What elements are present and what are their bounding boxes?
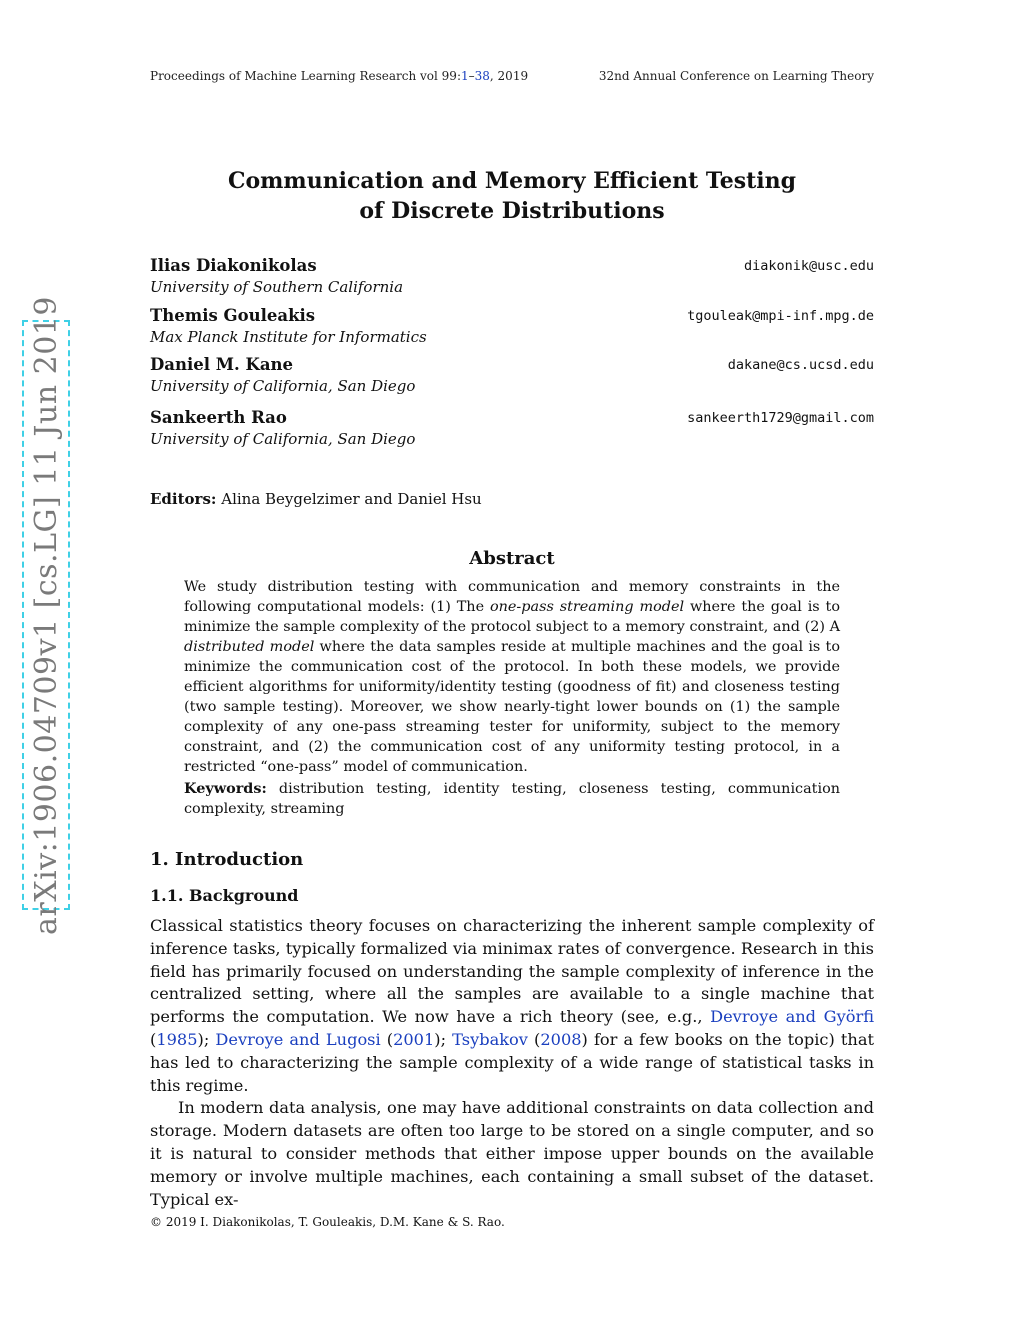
abstract-emphasis: distributed model xyxy=(184,639,315,655)
title-line-2: of Discrete Distributions xyxy=(359,198,665,224)
page-range-end-link[interactable]: 38 xyxy=(474,69,490,83)
abstract-emphasis: one-pass streaming model xyxy=(489,599,685,615)
running-header-right: 32nd Annual Conference on Learning Theory xyxy=(598,69,874,83)
author-name: Sankeerth Rao xyxy=(150,408,287,427)
keywords xyxy=(184,779,840,819)
editors-names: Alina Beygelzimer and Daniel Hsu xyxy=(221,490,482,508)
abstract-text: We study distribution testing with communication and memory constraints in the following computational models: (1) The xyxy=(184,579,840,615)
citation-year-link[interactable]: 1985 xyxy=(156,1029,198,1049)
page-range-dash: – xyxy=(468,69,475,83)
body-text-run: ); xyxy=(197,1029,216,1049)
citation-link[interactable]: Devroye and Györfi xyxy=(710,1007,874,1027)
keywords-list: distribution testing, identity testing, closeness testing, communication complexity, streaming xyxy=(184,781,841,817)
title-line-1: Communication and Memory Efficient Testing xyxy=(227,168,797,194)
citation-year-link[interactable]: 2008 xyxy=(540,1029,582,1049)
author-email[interactable]: dakane@cs.ucsd.edu xyxy=(727,357,874,373)
author-affiliation: University of California, San Diego xyxy=(150,430,416,448)
author-affiliation: Max Planck Institute for Informatics xyxy=(150,328,427,346)
citation-link[interactable]: Tsybakov xyxy=(452,1029,528,1049)
author-name: Ilias Diakonikolas xyxy=(150,256,317,275)
author-name: Daniel M. Kane xyxy=(150,355,294,374)
body-text xyxy=(150,915,874,1211)
arxiv-stamp-box[interactable] xyxy=(22,295,70,935)
keywords-label: Keywords: xyxy=(184,780,267,797)
running-header-left xyxy=(150,69,528,83)
paper-title xyxy=(0,166,1024,226)
abstract-paragraph xyxy=(184,577,840,777)
header-year: , 2019 xyxy=(489,69,529,83)
editors-label: Editors: xyxy=(150,490,217,508)
page-range-start-link[interactable]: 1 xyxy=(461,69,469,83)
arxiv-stamp: arXiv:1906.04709v1 [cs.LG] 11 Jun 2019 xyxy=(28,295,64,935)
abstract-text: where the goal is to minimize the sample complexity of the protocol subject to a memory constraint, and (2) A xyxy=(184,599,840,635)
author-email[interactable]: sankeerth1729@gmail.com xyxy=(687,410,874,426)
body-paragraph: Classical statistics theory focuses on characterizing the inherent sample complexity of inference tasks, typically formalized via minimax rates of convergence. Research in this field has primarily focused on understanding the sample complexity of inference in the centralized setting, where all the samples are available to a single machine that performs the computation. We now have a rich theory (see, e.g., Devroye and Györfi (1985); Devroye and Lugosi (2001); Tsybakov (2008) for a few books on the topic) that has led to characterizing the sample complexity of a wide range of statistical tasks in this regime. xyxy=(150,916,874,1095)
editors-line xyxy=(150,490,482,508)
header-venue: Proceedings of Machine Learning Research vol 99: xyxy=(150,69,461,83)
citation-link[interactable]: Devroye and Lugosi xyxy=(215,1029,381,1049)
author-email[interactable]: tgouleak@mpi-inf.mpg.de xyxy=(687,308,874,324)
author-email[interactable]: diakonik@usc.edu xyxy=(743,258,874,274)
author-affiliation: University of Southern California xyxy=(150,278,404,296)
body-text-run: Classical statistics theory focuses on characterizing the inherent sample complexity of inference tasks, typically formalized via minimax rates of convergence. Research in this field has primarily focused on understanding the sample complexity of inference in the centralized setting, where all the samples are available to a single machine that performs the computation. We now have a rich theory (see, e.g., xyxy=(150,916,874,1027)
body-text-run: ) for a few books on the topic) that has led to characterizing the sample complexity of a wide range of statistical tasks in this regime. xyxy=(150,1029,874,1095)
copyright-footer: © 2019 I. Diakonikolas, T. Gouleakis, D.M. Kane & S. Rao. xyxy=(150,1215,505,1229)
body-paragraph: In modern data analysis, one may have additional constraints on data collection and storage. Modern datasets are often too large to be stored on a single computer, and so it is natural to consider methods that either impose upper bounds on the available memory or involve multiple machines, each containing a small subset of the dataset. Typical ex- xyxy=(150,1098,874,1209)
subsection-heading-background: 1.1. Background xyxy=(150,886,299,905)
author-affiliation: University of California, San Diego xyxy=(150,377,416,395)
abstract-text: where the data samples reside at multiple machines and the goal is to minimize the communication cost of the protocol. In both these models, we provide efficient algorithms for uniformity/identity testing (goodness of fit) and closeness testing (two sample testing). Moreover, we show nearly-tight lower bounds on (1) the sample complexity of any one-pass streaming tester for uniformity, subject to the memory constraint, and (2) the communication cost of any uniformity testing protocol, in a restricted “one-pass” model of communication. xyxy=(184,639,840,775)
section-heading-introduction: 1. Introduction xyxy=(150,849,304,870)
author-name: Themis Gouleakis xyxy=(150,306,316,325)
citation-year-link[interactable]: 2001 xyxy=(393,1029,435,1049)
body-text-run: ); xyxy=(434,1029,453,1049)
abstract-heading: Abstract xyxy=(469,548,555,569)
abstract-body xyxy=(184,577,840,819)
